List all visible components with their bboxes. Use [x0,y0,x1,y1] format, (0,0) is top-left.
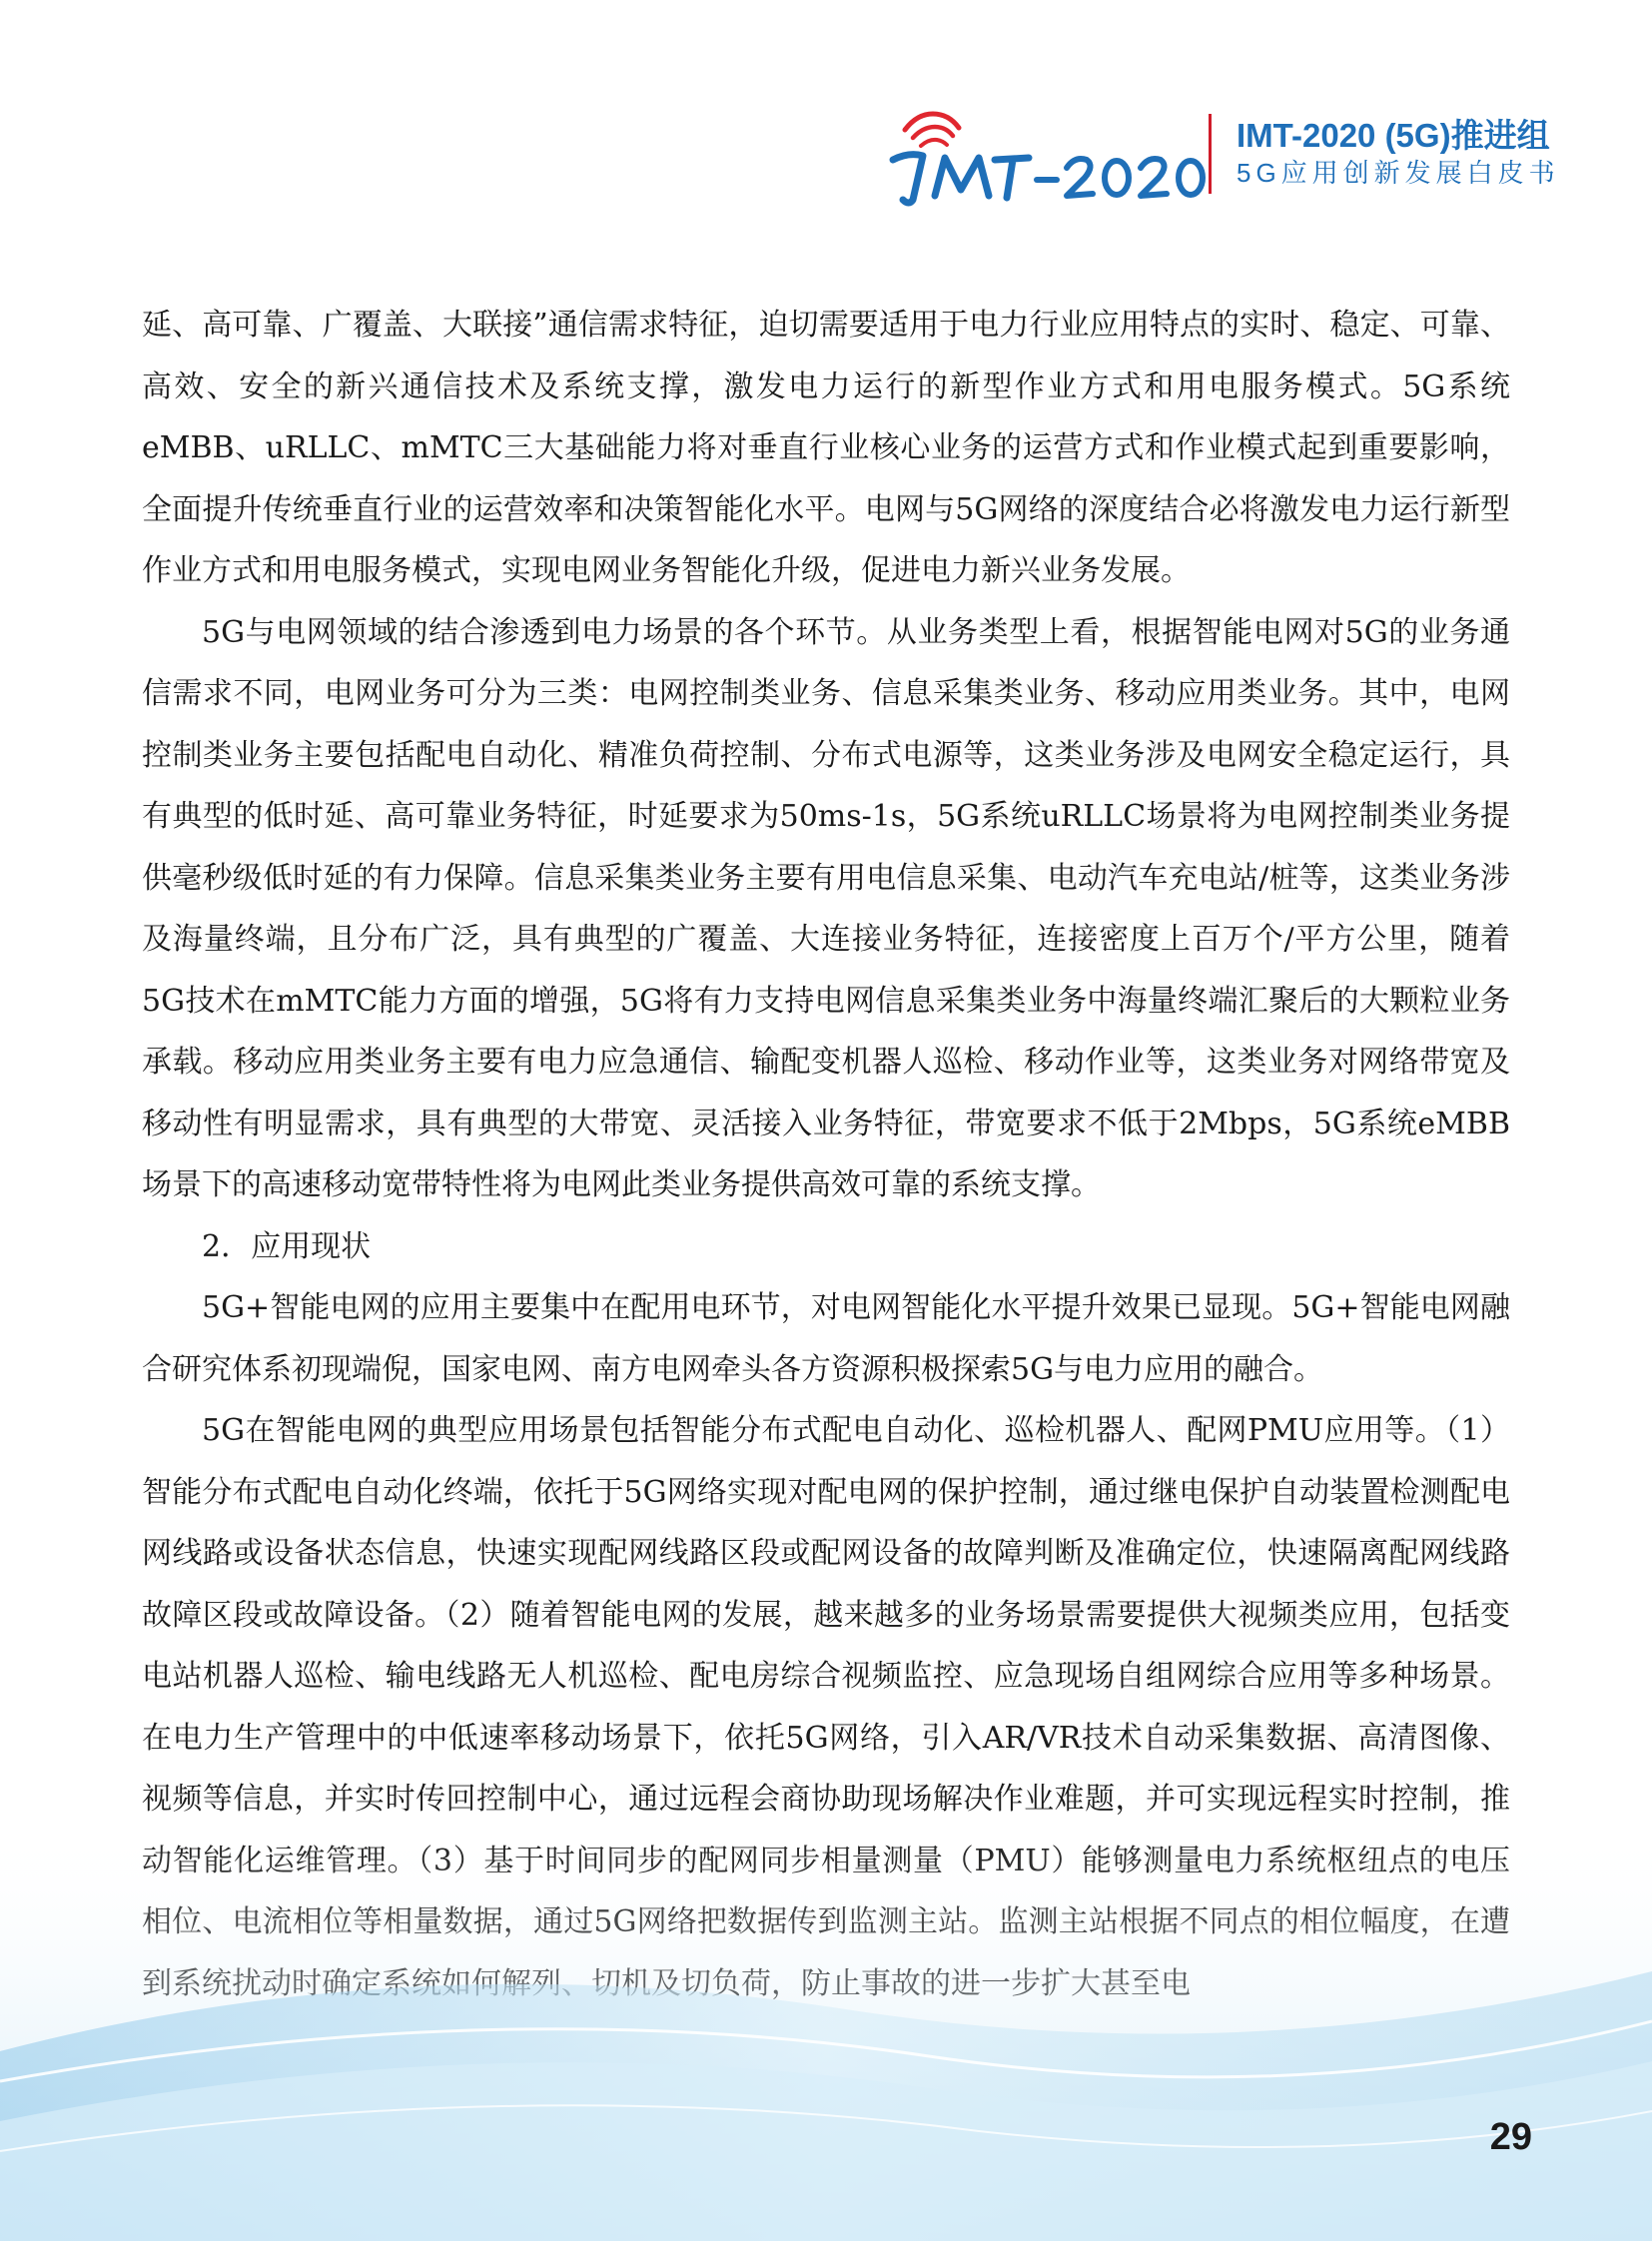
body-text [142,295,1510,2014]
paragraph: 5G与电网领域的结合渗透到电力场景的各个环节。从业务类型上看，根据智能电网对5G的业务通信需求不同，电网业务可分为三类：电网控制类业务、信息采集类业务、移动应用类业务。其中，电网控制类业务主要包括配电自动化、精准负荷控制、分布式电源等，这类业务涉及电网安全稳定运行，具有典型的低时延、高可靠业务特征，时延要求为50ms-1s，5G系统uRLLC场景将为电网控制类业务提供毫秒级低时延的有力保障。信息采集类业务主要有用电信息采集、电动汽车充电站/桩等，这类业务涉及海量终端，且分布广泛，具有典型的广覆盖、大连接业务特征，连接密度上百万个/平方公里，随着5G技术在mMTC能力方面的增强，5G将有力支持电网信息采集类业务中海量终端汇聚后的大颗粒业务承载。移动应用类业务主要有电力应急通信、输配变机器人巡检、移动作业等，这类业务对网络带宽及移动性有明显需求，具有典型的大带宽、灵活接入业务特征，带宽要求不低于2Mbps，5G系统eMBB场景下的高速移动宽带特性将为电网此类业务提供高效可靠的系统支撑。 [142,614,1510,1202]
header-divider [1209,114,1212,194]
paragraph: 5G在智能电网的典型应用场景包括智能分布式配电自动化、巡检机器人、配网PMU应用等。（1）智能分布式配电自动化终端，依托于5G网络实现对配电网的保护控制，通过继电保护自动装置检测配电网线路或设备状态信息，快速实现配网线路区段或配网设备的故障判断及准确定位，快速隔离配网线路故障区段或故障设备。（2）随着智能电网的发展，越来越多的业务场景需要提供大视频类应用，包括变电站机器人巡检、输电线路无人机巡检、配电房综合视频监控、应急现场自组网综合应用等多种场景。在电力生产管理中的中低速率移动场景下，依托5G网络，引入AR/VR技术自动采集数据、高清图像、视频等信息，并实时传回控制中心，通过远程会商协助现场解决作业难题，并可实现远程实时控制，推 [142,1413,1510,1817]
paragraph: 5G+智能电网的应用主要集中在配用电环节，对电网智能化水平提升效果已显现。5G+智能电网融合研究体系初现端倪，国家电网、南方电网牵头各方资源积极探索5G与电力应用的融合。 [142,1290,1510,1387]
org-name: IMT-2020 (5G)推进组 [1237,117,1550,154]
page-number: 29 [1489,2116,1532,2158]
section-heading: 2．应用现状 [202,1228,372,1264]
imt2020-logo [879,100,1209,210]
book-title: 5G应用创新发展白皮书 [1237,158,1560,188]
page-header [879,100,1578,220]
footer-wave-decoration [0,1822,1652,2241]
header-text [1237,116,1560,190]
paragraph: 延、高可靠、广覆盖、大联接”通信需求特征，迫切需要适用于电力行业应用特点的实时、稳定、可靠、高效、安全的新兴通信技术及系统支撑，激发电力运行的新型作业方式和用电服务模式。5G系统eMBB、uRLLC、mMTC三大基础能力将对垂直行业核心业务的运营方式和作业模式起到重要影响，全面提升传统垂直行业的运营效率和决策智能化水平。电网与5G网络的深度结合必将激发电力运行新型作业方式和用电服务模式，实现电网业务智能化升级，促进电力新兴业务发展。 [142,308,1510,588]
